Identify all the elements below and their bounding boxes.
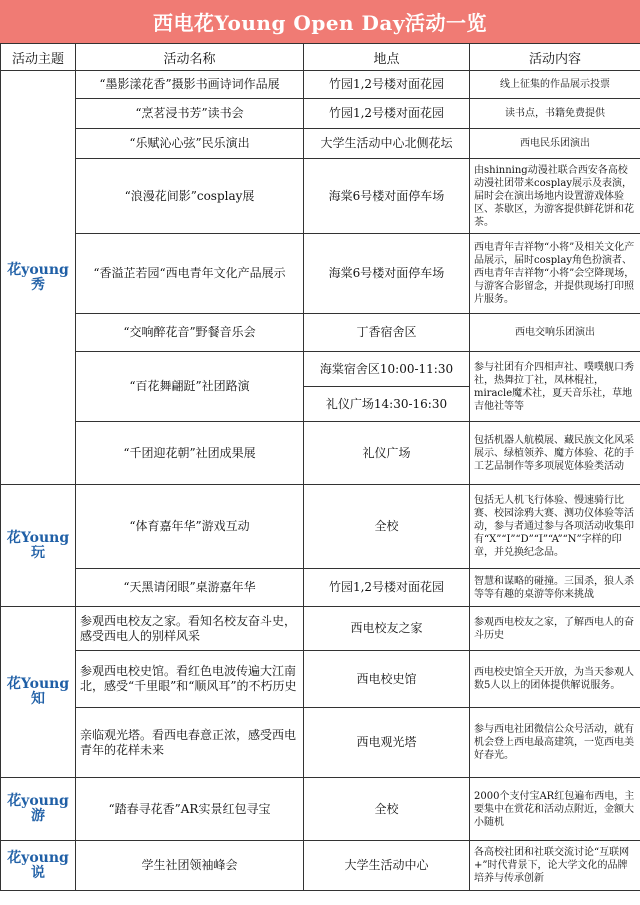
activity-content: 各高校社团和社联交流讨论“互联网+”时代背景下，论大学文化的品牌培养与传承创新 [470, 841, 640, 891]
table-row [1, 314, 640, 352]
activity-content: 包括机器人航模展、藏民族文化风采展示、绿植领养、魔方体验、花的手工艺品制作等多项展览体验类活动 [470, 422, 640, 485]
activity-name: “踏春寻花香”AR实景红包寻宝 [76, 778, 304, 841]
activity-name: “千团迎花朝”社团成果展 [76, 422, 304, 485]
table-row [1, 129, 640, 159]
activity-name: “天黑请闭眼”桌游嘉年华 [76, 569, 304, 607]
page-title: 西电花Young Open Day活动一览 [0, 0, 640, 43]
activity-place: 大学生活动中心北侧花坛 [304, 129, 470, 159]
header-name: 活动名称 [76, 44, 304, 71]
activity-name: 亲临观光塔。看西电春意正浓，感受西电青年的花样未来 [76, 708, 304, 778]
header-place: 地点 [304, 44, 470, 71]
activity-place: 全校 [304, 485, 470, 569]
activity-content: 2000个支付宝AR红包遍布西电，主要集中在赏花和活动点附近，金额大小随机 [470, 778, 640, 841]
table-row [1, 708, 640, 778]
activity-place: 礼仪广场 [304, 422, 470, 485]
table-row [1, 651, 640, 708]
activity-name: “交响醉花音”野餐音乐会 [76, 314, 304, 352]
theme-cell: 花young说 [1, 841, 76, 891]
table-row [1, 607, 640, 651]
activity-name: “乐赋沁心弦”民乐演出 [76, 129, 304, 159]
activity-name: 学生社团领袖峰会 [76, 841, 304, 891]
activity-table [0, 43, 640, 891]
activity-content: 包括无人机飞行体验、慢速骑行比赛、校园涂鸦大赛、测功仪体验等活动，参与者通过参与各项活动收集印有“X”“I”“D”“I”“A”“N”字样的印章，并兑换纪念品。 [470, 485, 640, 569]
theme-cell: 花Young玩 [1, 485, 76, 607]
theme-cell: 花young游 [1, 778, 76, 841]
activity-place: 西电校友之家 [304, 607, 470, 651]
header-content: 活动内容 [470, 44, 640, 71]
activity-place: 竹园1,2号楼对面花园 [304, 99, 470, 129]
activity-place: 丁香宿舍区 [304, 314, 470, 352]
activity-content: 智慧和谋略的碰撞。三国杀，狼人杀等等有趣的桌游等你来挑战 [470, 569, 640, 607]
activity-place: 竹园1,2号楼对面花园 [304, 71, 470, 99]
theme-cell: 花Young知 [1, 607, 76, 778]
activity-place-2: 礼仪广场14:30-16:30 [304, 387, 470, 422]
table-row [1, 99, 640, 129]
activity-content: 参观西电校友之家，了解西电人的奋斗历史 [470, 607, 640, 651]
activity-place: 海棠宿舍区10:00-11:30 [304, 352, 470, 387]
table-row [1, 485, 640, 569]
activity-content: 西电民乐团演出 [470, 129, 640, 159]
activity-name: “香溢芷若园“西电青年文化产品展示 [76, 234, 304, 314]
activity-name: “百花舞翩跹”社团路演 [76, 352, 304, 422]
activity-name: “体育嘉年华”游戏互动 [76, 485, 304, 569]
table-header-row [1, 44, 640, 71]
activity-content: 线上征集的作品展示投票 [470, 71, 640, 99]
table-row [1, 422, 640, 485]
activity-name: “浪漫花间影”cosplay展 [76, 159, 304, 234]
activity-place: 竹园1,2号楼对面花园 [304, 569, 470, 607]
activity-content: 西电交响乐团演出 [470, 314, 640, 352]
activity-name: 参观西电校友之家。看知名校友奋斗史，感受西电人的别样风采 [76, 607, 304, 651]
table-row [1, 352, 640, 387]
activity-content: 参与社团有介四相声社、噗噗舰口秀社，热舞拉丁社，凤林棍社，miracle魔术社，夏天音乐社，草地吉他社等等 [470, 352, 640, 422]
table-row [1, 234, 640, 314]
activity-content: 由shinning动漫社联合西安各高校动漫社团带来cosplay展示及表演，届时会在演出场地内设置游戏体验区、茶歇区，为游客提供鲜花饼和花茶。 [470, 159, 640, 234]
activity-content: 参与西电社团微信公众号活动，就有机会登上西电最高建筑，一览西电美好春光。 [470, 708, 640, 778]
activity-place: 海棠6号楼对面停车场 [304, 234, 470, 314]
activity-content: 西电青年吉祥物“小将”及相关文化产品展示，届时cosplay角色扮演者、西电青年吉祥物“小将”会空降现场，与游客合影留念，并提供现场打印照片服务。 [470, 234, 640, 314]
activity-name: “烹茗浸书芳”读书会 [76, 99, 304, 129]
table-row [1, 159, 640, 234]
activity-name: 参观西电校史馆。看红色电波传遍大江南北，感受“千里眼”和“顺风耳”的不朽历史 [76, 651, 304, 708]
theme-cell: 花young秀 [1, 71, 76, 485]
activity-place: 西电观光塔 [304, 708, 470, 778]
activity-place: 大学生活动中心 [304, 841, 470, 891]
activity-place: 全校 [304, 778, 470, 841]
table-row [1, 569, 640, 607]
activity-place: 西电校史馆 [304, 651, 470, 708]
activity-content: 读书点，书籍免费提供 [470, 99, 640, 129]
table-row [1, 71, 640, 99]
header-theme: 活动主题 [1, 44, 76, 71]
activity-place: 海棠6号楼对面停车场 [304, 159, 470, 234]
table-row [1, 778, 640, 841]
activity-content: 西电校史馆全天开放，为当天参观人数5人以上的团体提供解说服务。 [470, 651, 640, 708]
table-row [1, 841, 640, 891]
activity-name: “墨影漾花香”摄影书画诗词作品展 [76, 71, 304, 99]
